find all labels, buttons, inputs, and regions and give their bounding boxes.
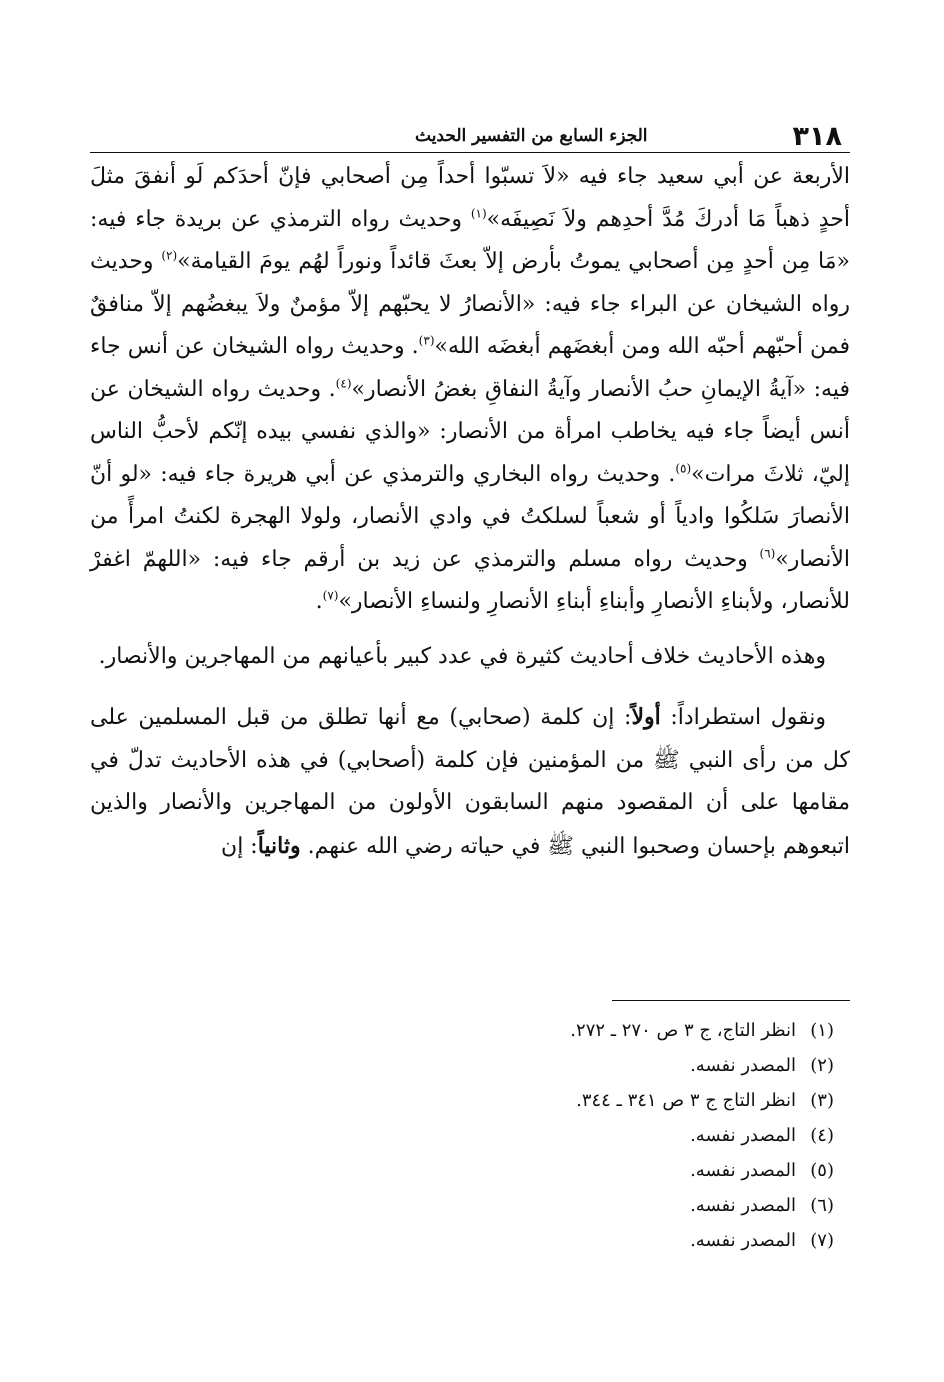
footnote-number: (٧) [810,1230,834,1251]
text-run: . وحديث رواه الشيخان عن أنس جاء فيه: «آيةُ الإيمانِ حبُ الأنصار وآيةُ النفاقِ بغضُ الأنصار» [90,334,850,402]
footnote-number: (٤) [810,1125,834,1146]
footnote-ref: (٢) [161,248,178,263]
emphasis-text: أولاً [631,704,661,730]
text-run: وهذه الأحاديث خلاف أحاديث كثيرة في عدد كبير بأعيانهم من المهاجرين والأنصار. [98,643,826,669]
footnote-number: (١) [810,1020,834,1041]
footnote-text: المصدر نفسه. [690,1125,796,1146]
header-rule [90,152,850,153]
text-run: : إن كلمة (صحابي) مع أنها تطلق من قبل المسلمين على كل من رأى النبي ﷺ من المؤمنين فإن كلمة (أصحابي) في هذه الأحاديث تدلّ في مقامها على أن المقصود منهم السابقون الأولون من المهاجرين والأنصار والذين اتبعوهم بإحسان وصحبوا النبي ﷺ في حياته رضي الله عنهم. [90,705,850,859]
footnote-item [334,1048,834,1083]
footnote-number: (٥) [810,1160,834,1181]
footnote-item [334,1223,834,1258]
text-run: وحديث رواه الترمذي عن بريدة جاء فيه: «مَا مِن أحدٍ مِن أصحابي يموتُ بأرض إلاّ بعثَ قائداً ونوراً لهُم يومَ القيامة» [90,206,850,274]
footnote-text: المصدر نفسه. [690,1230,796,1251]
footnote-number: (٢) [810,1055,834,1076]
footnote-item [334,1083,834,1118]
text-run: . [315,589,323,614]
running-title: الجزء السابع من التفسير الحديث [415,126,648,146]
page-header [90,118,850,154]
footnote-text: المصدر نفسه. [690,1195,796,1216]
paragraph-3 [90,696,850,868]
text-run: . وحديث رواه الشيخان عن أنس أيضاً جاء فيه يخاطب امرأة من الأنصار: «والذي نفسي بيده إنّكم لأحبُّ الناس إليّ، ثلاثَ مرات» [90,376,850,487]
footnotes-list [334,1013,834,1258]
footnote-text: انظر التاج، ج ٣ ص ٢٧٠ ـ ٢٧٢. [570,1020,796,1041]
page-number: ٣١٨ [792,120,842,152]
footnote-ref: (٤) [335,376,352,391]
footnote-ref: (٥) [675,461,692,476]
paragraph-2 [90,636,850,679]
paragraph-1 [90,156,850,624]
text-run: الأربعة عن أبي سعيد جاء فيه «لاَ تسبّوا أحداً مِن أصحابي فإنّ أحدَكم لَو أنفقَ مثلَ أحدٍ ذهباً مَا أدركَ مُدَّ أحدِهم ولاَ نَصِيفَه» [90,164,850,232]
footnote-item [334,1118,834,1153]
text-run: وحديث رواه مسلم والترمذي عن زيد بن أرقم جاء فيه: «اللهمّ اغفرْ للأنصار، ولأبناءِ الأنصارِ وأبناءِ أبناءِ الأنصارِ ولنساءِ الأنصار» [90,546,850,614]
footnote-ref: (١) [470,206,487,221]
text-run: ونقول استطراداً: [660,705,827,730]
footnote-ref: (٦) [759,546,776,561]
footnote-text: انظر التاج ج ٣ ص ٣٤١ ـ ٣٤٤. [576,1090,796,1111]
footnote-ref: (٣) [418,333,435,348]
footnote-number: (٣) [810,1090,834,1111]
footnote-ref: (٧) [322,588,339,603]
text-run: وحديث رواه الشيخان عن البراء جاء فيه: «الأنصارُ لا يحبّهم إلاّ مؤمنٌ ولاَ يبغضُهم إلاّ منافقٌ فمن أحبّهم أحبّه الله ومن أبغضَهم أبغضَه الله» [90,249,851,359]
body-text [90,156,850,868]
emphasis-text: وثانياً [257,832,301,859]
footnote-number: (٦) [810,1195,834,1216]
footnote-item [334,1188,834,1223]
footnote-item [334,1013,834,1048]
footnote-rule [612,1000,850,1001]
text-run: : إن [221,833,258,859]
footnote-text: المصدر نفسه. [690,1055,796,1076]
footnote-item [334,1153,834,1188]
text-run: . وحديث رواه البخاري والترمذي عن أبي هريرة جاء فيه: «لو أنّ الأنصارَ سَلكُوا وادياً أو شعباً لسلكتُ في وادي الأنصار، ولولا الهجرة لكنتُ امرأً من الأنصار» [90,461,850,572]
footnote-text: المصدر نفسه. [690,1160,796,1181]
